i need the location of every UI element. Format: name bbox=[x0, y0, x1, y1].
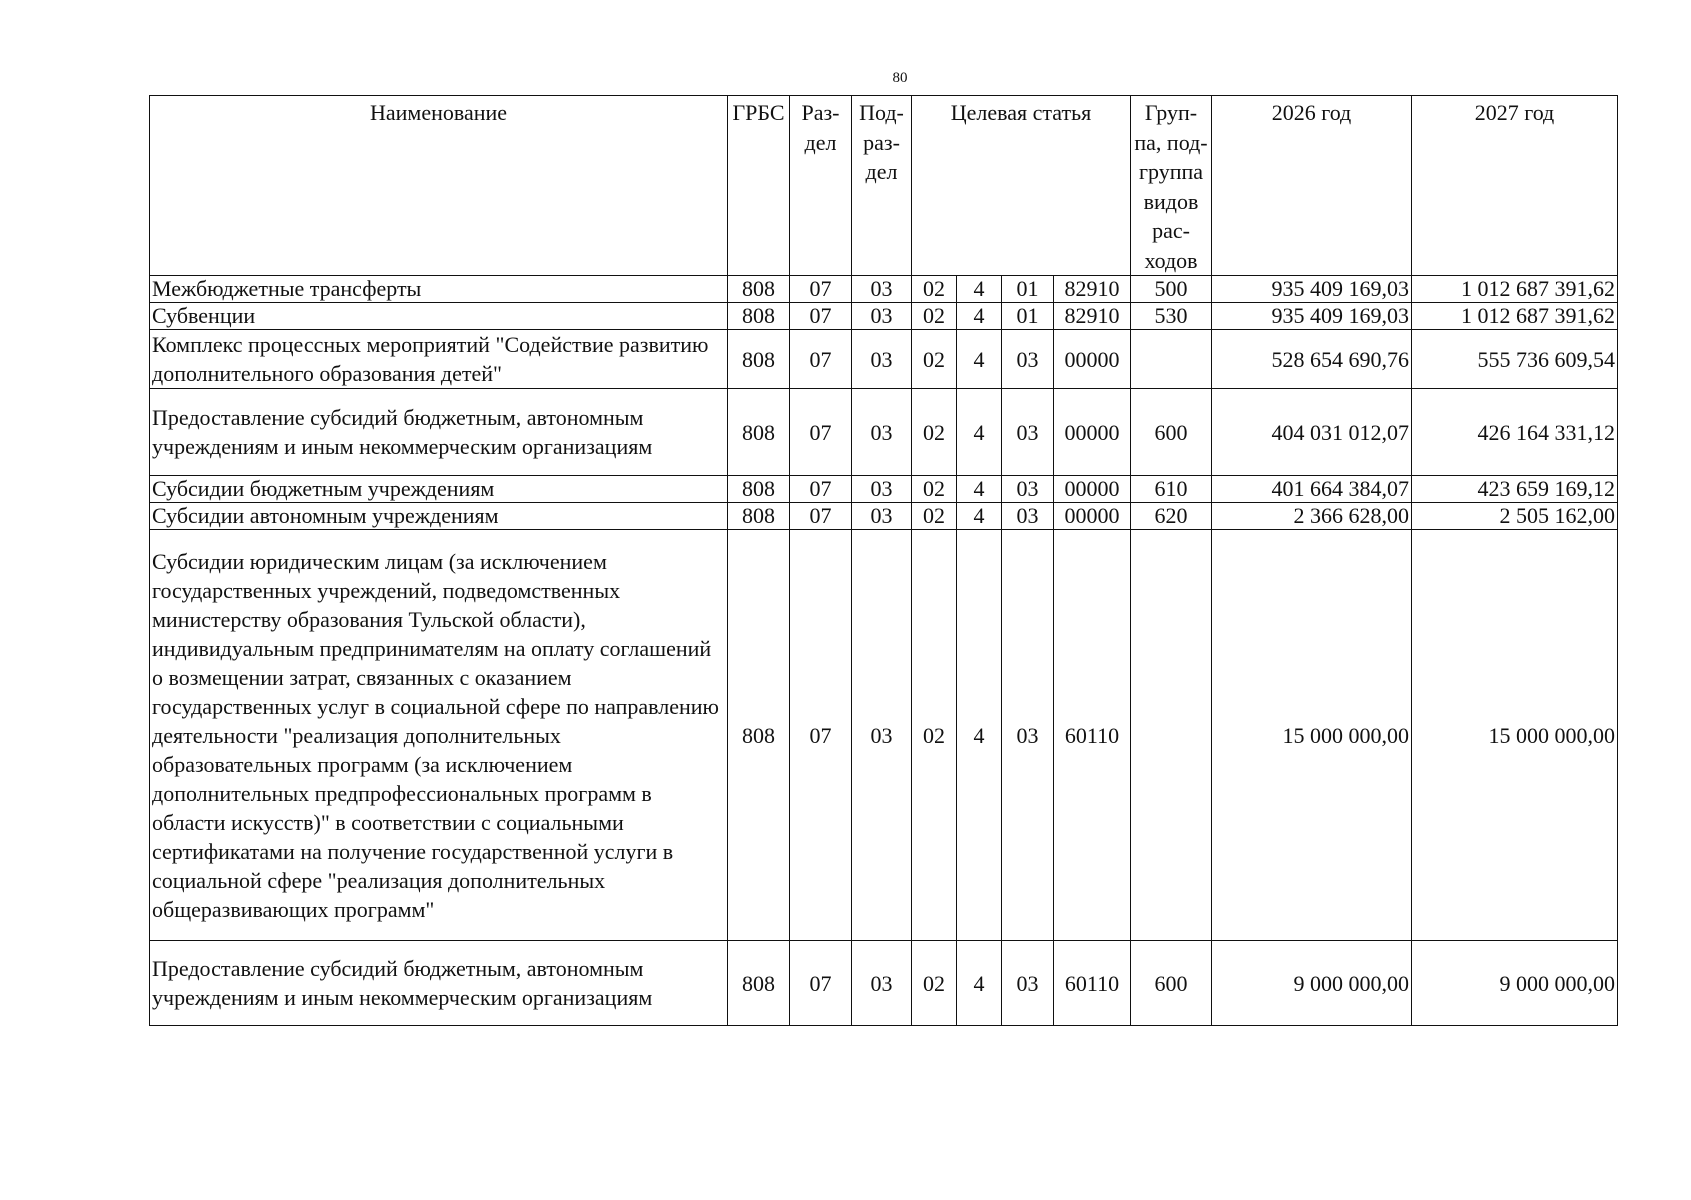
table-row bbox=[150, 941, 1618, 1026]
row-expense-group: 530 bbox=[1131, 303, 1212, 330]
row-grbs: 808 bbox=[728, 276, 790, 303]
row-name: Субсидии юридическим лицам (за исключением государственных учреждений, подведомственных министерству образования Тульской области), индивидуальным предпринимателям на оплату соглашений о возмещении затрат, связанных с оказанием государственных услуг в социальной сфере по направлению деятельности "реализация дополнительных образовательных программ (за исключением дополнительных предпрофессиональных программ в области искусств)" в соответствии с социальными сертификатами на получение государственной услуги в социальной сфере "реализация дополнительных общеразвивающих программ" bbox=[150, 530, 728, 941]
row-target-program: 02 bbox=[912, 389, 957, 476]
row-podrazdel: 03 bbox=[852, 276, 912, 303]
row-podrazdel: 03 bbox=[852, 941, 912, 1026]
row-grbs: 808 bbox=[728, 503, 790, 530]
row-name: Субсидии бюджетным учреждениям bbox=[150, 476, 728, 503]
row-target-element: 03 bbox=[1002, 941, 1054, 1026]
row-amount-2026: 401 664 384,07 bbox=[1212, 476, 1412, 503]
row-name: Субвенции bbox=[150, 303, 728, 330]
row-target-program: 02 bbox=[912, 941, 957, 1026]
row-target-program: 02 bbox=[912, 530, 957, 941]
row-razdel: 07 bbox=[790, 503, 852, 530]
budget-table bbox=[149, 95, 1618, 1026]
row-target-direction: 00000 bbox=[1054, 476, 1131, 503]
row-amount-2027: 555 736 609,54 bbox=[1412, 330, 1618, 389]
row-amount-2027: 15 000 000,00 bbox=[1412, 530, 1618, 941]
row-amount-2026: 935 409 169,03 bbox=[1212, 303, 1412, 330]
row-target-program: 02 bbox=[912, 330, 957, 389]
row-target-type: 4 bbox=[957, 530, 1002, 941]
row-podrazdel: 03 bbox=[852, 476, 912, 503]
row-grbs: 808 bbox=[728, 330, 790, 389]
table-row bbox=[150, 303, 1618, 330]
row-target-direction: 82910 bbox=[1054, 276, 1131, 303]
row-grbs: 808 bbox=[728, 389, 790, 476]
row-target-element: 03 bbox=[1002, 330, 1054, 389]
row-podrazdel: 03 bbox=[852, 530, 912, 941]
row-amount-2026: 528 654 690,76 bbox=[1212, 330, 1412, 389]
row-razdel: 07 bbox=[790, 276, 852, 303]
row-expense-group: 610 bbox=[1131, 476, 1212, 503]
header-target-article: Целевая статья bbox=[912, 96, 1131, 276]
row-name: Предоставление субсидий бюджетным, автономным учреждениям и иным некоммерческим организациям bbox=[150, 389, 728, 476]
row-razdel: 07 bbox=[790, 330, 852, 389]
row-razdel: 07 bbox=[790, 389, 852, 476]
row-amount-2026: 2 366 628,00 bbox=[1212, 503, 1412, 530]
row-expense-group bbox=[1131, 530, 1212, 941]
row-grbs: 808 bbox=[728, 476, 790, 503]
row-expense-group: 600 bbox=[1131, 389, 1212, 476]
table-row bbox=[150, 530, 1618, 941]
row-amount-2026: 9 000 000,00 bbox=[1212, 941, 1412, 1026]
row-target-type: 4 bbox=[957, 303, 1002, 330]
row-target-type: 4 bbox=[957, 276, 1002, 303]
row-amount-2026: 15 000 000,00 bbox=[1212, 530, 1412, 941]
row-target-direction: 60110 bbox=[1054, 941, 1131, 1026]
row-grbs: 808 bbox=[728, 941, 790, 1026]
row-target-program: 02 bbox=[912, 276, 957, 303]
table-row bbox=[150, 330, 1618, 389]
table-row bbox=[150, 276, 1618, 303]
row-target-program: 02 bbox=[912, 303, 957, 330]
row-amount-2027: 2 505 162,00 bbox=[1412, 503, 1618, 530]
row-target-type: 4 bbox=[957, 476, 1002, 503]
row-expense-group bbox=[1131, 330, 1212, 389]
row-target-direction: 00000 bbox=[1054, 503, 1131, 530]
header-grbs: ГРБС bbox=[728, 96, 790, 276]
row-target-program: 02 bbox=[912, 476, 957, 503]
row-podrazdel: 03 bbox=[852, 503, 912, 530]
row-target-element: 03 bbox=[1002, 389, 1054, 476]
row-expense-group: 500 bbox=[1131, 276, 1212, 303]
row-expense-group: 620 bbox=[1131, 503, 1212, 530]
row-razdel: 07 bbox=[790, 303, 852, 330]
row-podrazdel: 03 bbox=[852, 330, 912, 389]
header-2027: 2027 год bbox=[1412, 96, 1618, 276]
row-target-type: 4 bbox=[957, 389, 1002, 476]
row-podrazdel: 03 bbox=[852, 389, 912, 476]
row-razdel: 07 bbox=[790, 476, 852, 503]
row-name: Предоставление субсидий бюджетным, автономным учреждениям и иным некоммерческим организациям bbox=[150, 941, 728, 1026]
row-expense-group: 600 bbox=[1131, 941, 1212, 1026]
row-target-element: 01 bbox=[1002, 303, 1054, 330]
table-row bbox=[150, 476, 1618, 503]
row-target-direction: 00000 bbox=[1054, 389, 1131, 476]
row-target-type: 4 bbox=[957, 941, 1002, 1026]
header-podrazdel: Под-раз-дел bbox=[852, 96, 912, 276]
row-target-direction: 82910 bbox=[1054, 303, 1131, 330]
row-target-direction: 60110 bbox=[1054, 530, 1131, 941]
header-row bbox=[150, 96, 1618, 276]
row-razdel: 07 bbox=[790, 941, 852, 1026]
row-grbs: 808 bbox=[728, 303, 790, 330]
row-grbs: 808 bbox=[728, 530, 790, 941]
row-amount-2027: 423 659 169,12 bbox=[1412, 476, 1618, 503]
row-name: Субсидии автономным учреждениям bbox=[150, 503, 728, 530]
row-amount-2027: 426 164 331,12 bbox=[1412, 389, 1618, 476]
row-target-element: 01 bbox=[1002, 276, 1054, 303]
row-name: Межбюджетные трансферты bbox=[150, 276, 728, 303]
row-target-type: 4 bbox=[957, 330, 1002, 389]
row-name: Комплекс процессных мероприятий "Содействие развитию дополнительного образования детей" bbox=[150, 330, 728, 389]
row-razdel: 07 bbox=[790, 530, 852, 941]
row-podrazdel: 03 bbox=[852, 303, 912, 330]
table-row bbox=[150, 503, 1618, 530]
row-amount-2027: 9 000 000,00 bbox=[1412, 941, 1618, 1026]
row-target-element: 03 bbox=[1002, 476, 1054, 503]
row-target-type: 4 bbox=[957, 503, 1002, 530]
row-amount-2026: 404 031 012,07 bbox=[1212, 389, 1412, 476]
header-razdel: Раз-дел bbox=[790, 96, 852, 276]
row-target-element: 03 bbox=[1002, 503, 1054, 530]
row-amount-2027: 1 012 687 391,62 bbox=[1412, 303, 1618, 330]
page-number: 80 bbox=[892, 70, 908, 86]
row-target-direction: 00000 bbox=[1054, 330, 1131, 389]
row-target-element: 03 bbox=[1002, 530, 1054, 941]
table-row bbox=[150, 389, 1618, 476]
row-amount-2026: 935 409 169,03 bbox=[1212, 276, 1412, 303]
row-target-program: 02 bbox=[912, 503, 957, 530]
row-amount-2027: 1 012 687 391,62 bbox=[1412, 276, 1618, 303]
header-name: Наименование bbox=[150, 96, 728, 276]
header-expense-group: Груп-па, под-группа видов рас-ходов bbox=[1131, 96, 1212, 276]
header-2026: 2026 год bbox=[1212, 96, 1412, 276]
